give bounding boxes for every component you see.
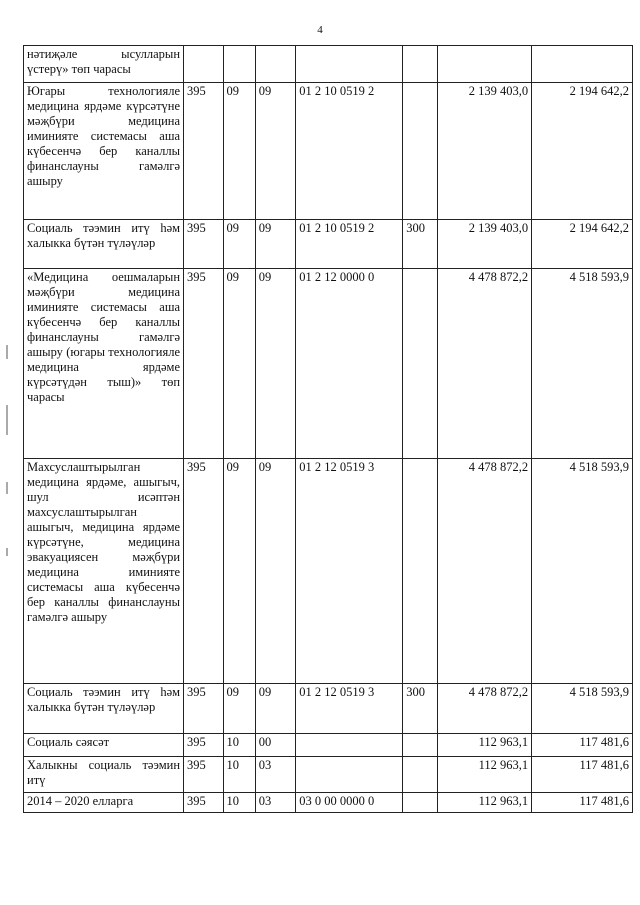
amount-year2-cell	[532, 46, 633, 83]
amount-year2-cell: 2 194 642,2	[532, 83, 633, 220]
subsection-code-cell: 09	[255, 83, 296, 220]
subsection-code-cell: 03	[255, 757, 296, 793]
section-code-cell: 09	[223, 220, 255, 269]
row-name-cell: Халыкны социаль тәэмин итү	[24, 757, 184, 793]
table-row	[24, 220, 633, 269]
budget-table	[23, 45, 633, 813]
section-code-cell: 09	[223, 269, 255, 459]
margin-scan-mark	[6, 482, 8, 494]
page-number: 4	[317, 24, 323, 36]
margin-scan-mark	[6, 405, 8, 435]
amount-year1-cell: 2 139 403,0	[437, 220, 532, 269]
subsection-code-cell: 00	[255, 734, 296, 757]
amount-year1-cell: 2 139 403,0	[437, 83, 532, 220]
expense-type-cell	[403, 269, 437, 459]
target-article-cell	[296, 734, 403, 757]
section-code-cell: 09	[223, 83, 255, 220]
amount-year1-cell: 112 963,1	[437, 793, 532, 813]
amount-year2-cell: 4 518 593,9	[532, 459, 633, 684]
target-article-cell: 03 0 00 0000 0	[296, 793, 403, 813]
subsection-code-cell: 09	[255, 459, 296, 684]
margin-scan-mark	[6, 548, 8, 556]
row-name-cell: Махсуслаштырылган медицина ярдәме, ашыгыч, шул исәптән махсуслаштырылган ашыгыч, медицина ярдәме күрсәтүне, медицина эвакуациясен мәҗбүри медицина иминияте системасы аша күбесенчә бер каналлы финанслауны гамәлгә ашыру	[24, 459, 184, 684]
expense-type-cell	[403, 734, 437, 757]
expense-type-cell: 300	[403, 220, 437, 269]
expense-type-cell	[403, 459, 437, 684]
row-name-cell: Югары технологияле медицина ярдәме күрсәтүне мәҗбүри медицина иминияте системасы аша күбесенчә бер каналлы финанслауны гамәлгә ашыру	[24, 83, 184, 220]
table-row	[24, 734, 633, 757]
target-article-cell: 01 2 12 0000 0	[296, 269, 403, 459]
admin-code-cell: 395	[184, 684, 223, 734]
table-row	[24, 793, 633, 813]
amount-year2-cell: 4 518 593,9	[532, 269, 633, 459]
amount-year2-cell: 117 481,6	[532, 793, 633, 813]
admin-code-cell: 395	[184, 793, 223, 813]
admin-code-cell: 395	[184, 220, 223, 269]
row-name-cell: Социаль тәэмин итү һәм халыкка бүтән түләүләр	[24, 684, 184, 734]
section-code-cell: 09	[223, 459, 255, 684]
section-code-cell: 10	[223, 734, 255, 757]
expense-type-cell	[403, 46, 437, 83]
amount-year2-cell: 117 481,6	[532, 757, 633, 793]
admin-code-cell: 395	[184, 734, 223, 757]
table-row	[24, 757, 633, 793]
admin-code-cell: 395	[184, 83, 223, 220]
target-article-cell: 01 2 12 0519 3	[296, 684, 403, 734]
table-row	[24, 83, 633, 220]
expense-type-cell	[403, 757, 437, 793]
target-article-cell: 01 2 10 0519 2	[296, 220, 403, 269]
amount-year1-cell: 112 963,1	[437, 734, 532, 757]
target-article-cell	[296, 757, 403, 793]
section-code-cell: 09	[223, 684, 255, 734]
target-article-cell: 01 2 12 0519 3	[296, 459, 403, 684]
expense-type-cell: 300	[403, 684, 437, 734]
margin-scan-mark	[6, 345, 8, 359]
amount-year1-cell: 4 478 872,2	[437, 459, 532, 684]
row-name-cell: нәтиҗәле ысулларын үстерү» төп чарасы	[24, 46, 184, 83]
amount-year1-cell	[437, 46, 532, 83]
subsection-code-cell: 09	[255, 269, 296, 459]
admin-code-cell: 395	[184, 269, 223, 459]
row-name-cell: «Медицина оешмаларын мәҗбүри медицина иминияте системасы аша күбесенчә бер каналлы финанслауны гамәлгә ашыру (югары технологияле медицина ярдәме күрсәтүдән тыш)» төп чарасы	[24, 269, 184, 459]
row-name-cell: 2014 – 2020 елларга	[24, 793, 184, 813]
target-article-cell	[296, 46, 403, 83]
admin-code-cell: 395	[184, 459, 223, 684]
amount-year1-cell: 112 963,1	[437, 757, 532, 793]
admin-code-cell	[184, 46, 223, 83]
subsection-code-cell: 03	[255, 793, 296, 813]
subsection-code-cell	[255, 46, 296, 83]
subsection-code-cell: 09	[255, 684, 296, 734]
expense-type-cell	[403, 83, 437, 220]
table-row	[24, 269, 633, 459]
amount-year1-cell: 4 478 872,2	[437, 684, 532, 734]
amount-year2-cell: 2 194 642,2	[532, 220, 633, 269]
expense-type-cell	[403, 793, 437, 813]
amount-year2-cell: 117 481,6	[532, 734, 633, 757]
table-row	[24, 459, 633, 684]
subsection-code-cell: 09	[255, 220, 296, 269]
table-row	[24, 684, 633, 734]
amount-year1-cell: 4 478 872,2	[437, 269, 532, 459]
admin-code-cell: 395	[184, 757, 223, 793]
section-code-cell: 10	[223, 793, 255, 813]
section-code-cell	[223, 46, 255, 83]
section-code-cell: 10	[223, 757, 255, 793]
amount-year2-cell: 4 518 593,9	[532, 684, 633, 734]
table-row	[24, 46, 633, 83]
target-article-cell: 01 2 10 0519 2	[296, 83, 403, 220]
row-name-cell: Социаль сәясәт	[24, 734, 184, 757]
row-name-cell: Социаль тәэмин итү һәм халыкка бүтән түләүләр	[24, 220, 184, 269]
